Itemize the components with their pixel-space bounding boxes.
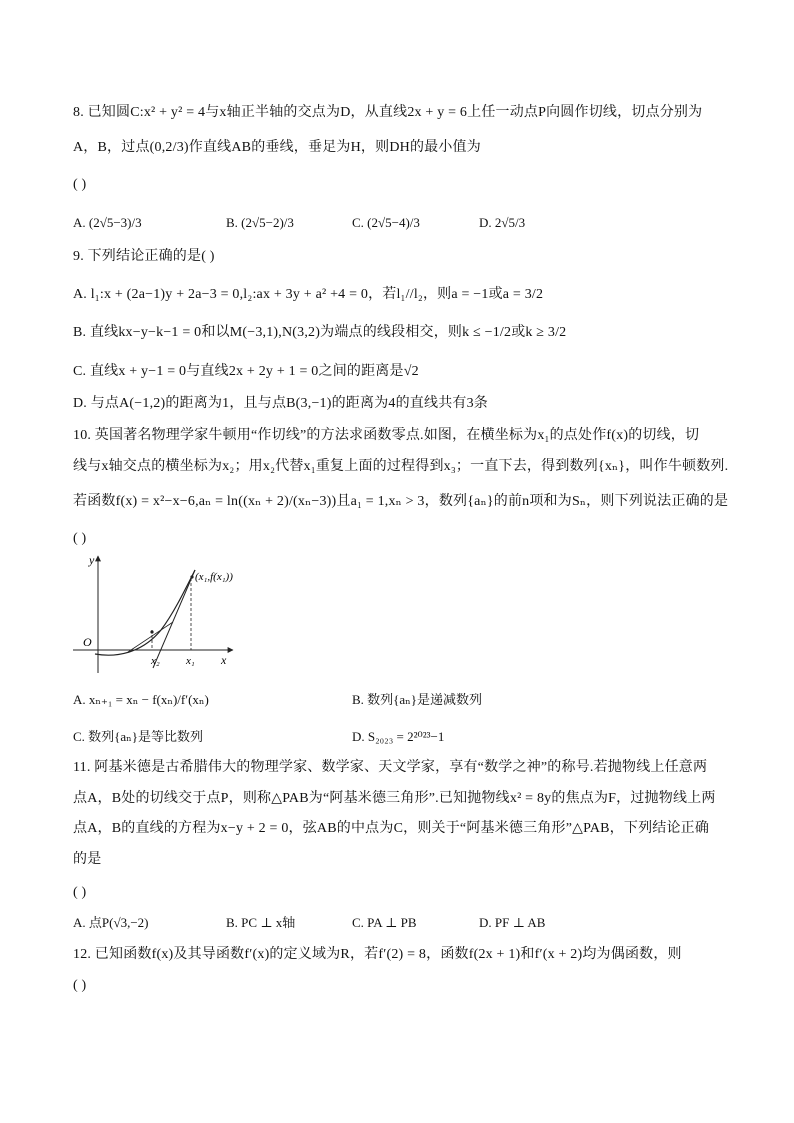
graph-x-label: x xyxy=(221,653,227,667)
q8-option-b: B. (2√5−2)/3 xyxy=(226,215,294,230)
graph-point-label: (x₁,f(x₁)) xyxy=(195,571,233,583)
q10-option-c: C. 数列{aₙ}是等比数列 xyxy=(73,729,204,744)
q10-answer-paren: ( ) xyxy=(73,531,87,546)
q11-option-b: B. PC ⊥ x轴 xyxy=(226,915,296,930)
q10-option-a: A. xₙ₊₁ = xₙ − f(xₙ)/f′(xₙ) xyxy=(73,692,209,707)
q8-stem-line2: A，B，过点(0,2/3)作直线AB的垂线，垂足为H，则DH的最小值为 xyxy=(73,140,481,155)
q10-stem-line3: 若函数f(x) = x²−x−6,aₙ = ln((xₙ + 2)/(xₙ−3))且a₁ = 1,xₙ > 3，数列{aₙ}的前n项和为Sₙ，则下列说法正确的是 xyxy=(73,494,729,509)
q9-option-a: A. l₁:x + (2a−1)y + 2a−3 = 0,l₂:ax + 3y + a² +4 = 0，若l₁//l₂，则a = −1或a = 3/2 xyxy=(73,287,544,302)
graph-x2-label: x₂ xyxy=(151,655,160,667)
q10-option-d: D. S₂₀₂₃ = 2²⁰²³−1 xyxy=(352,729,445,744)
q11-option-d: D. PF ⊥ AB xyxy=(479,915,546,930)
q11-option-c: C. PA ⊥ PB xyxy=(352,915,417,930)
q11-stem-line3: 点A，B的直线的方程为x−y + 2 = 0，弦AB的中点为C，则关于“阿基米德三角形”△PAB，下列结论正确 xyxy=(73,821,710,836)
point-x2-on-curve xyxy=(150,630,153,633)
graph-y-label: y xyxy=(89,553,95,567)
q11-stem-line1: 11. 阿基米德是古希腊伟大的物理学家、数学家、天文学家，享有“数学之神”的称号.若抛物线上任意两 xyxy=(73,760,708,775)
q8-option-d: D. 2√5/3 xyxy=(479,215,526,230)
q8-option-c: C. (2√5−4)/3 xyxy=(352,215,420,230)
graph-origin-label: O xyxy=(83,635,92,649)
q8-stem-line1: 8. 已知圆C:x² + y² = 4与x轴正半轴的交点为D，从直线2x + y = 6上任一动点P向圆作切线，切点分别为 xyxy=(73,105,703,120)
q9-option-c: C. 直线x + y−1 = 0与直线2x + 2y + 1 = 0之间的距离是√2 xyxy=(73,364,419,379)
q12-stem-line1: 12. 已知函数f(x)及其导函数f′(x)的定义域为R，若f′(2) = 8，函数f(2x + 1)和f′(x + 2)均为偶函数，则 xyxy=(73,947,682,962)
q8-answer-paren: ( ) xyxy=(73,177,87,192)
q10-option-b: B. 数列{aₙ}是递减数列 xyxy=(352,692,483,707)
q11-option-a: A. 点P(√3,−2) xyxy=(73,915,149,930)
q8-option-a: A. (2√5−3)/3 xyxy=(73,215,142,230)
q11-answer-paren: ( ) xyxy=(73,885,87,900)
newton-method-graph xyxy=(73,548,258,676)
function-curve xyxy=(95,570,195,655)
q11-stem-line2: 点A，B处的切线交于点P，则称△PAB为“阿基米德三角形”.已知抛物线x² = 8y的焦点为F，过抛物线上两 xyxy=(73,791,716,806)
q11-stem-line4: 的是 xyxy=(73,852,102,867)
q12-answer-paren: ( ) xyxy=(73,978,87,993)
q9-stem: 9. 下列结论正确的是( ) xyxy=(73,249,215,264)
tangent-line xyxy=(153,570,195,668)
graph-x1-label: x₁ xyxy=(186,655,195,667)
q9-option-d: D. 与点A(−1,2)的距离为1，且与点B(3,−1)的距离为4的直线共有3条 xyxy=(73,396,488,411)
point-x1-on-curve xyxy=(190,575,193,578)
q10-stem-line2: 线与x轴交点的横坐标为x₂；用x₂代替x₁重复上面的过程得到x₃；一直下去，得到数列{xₙ}，叫作牛顿数列. xyxy=(73,459,729,474)
q9-option-b: B. 直线kx−y−k−1 = 0和以M(−3,1),N(3,2)为端点的线段相交，则k ≤ −1/2或k ≥ 3/2 xyxy=(73,325,567,340)
q10-stem-line1: 10. 英国著名物理学家牛顿用“作切线”的方法求函数零点.如图，在横坐标为x₁的点处作f(x)的切线，切 xyxy=(73,428,700,443)
